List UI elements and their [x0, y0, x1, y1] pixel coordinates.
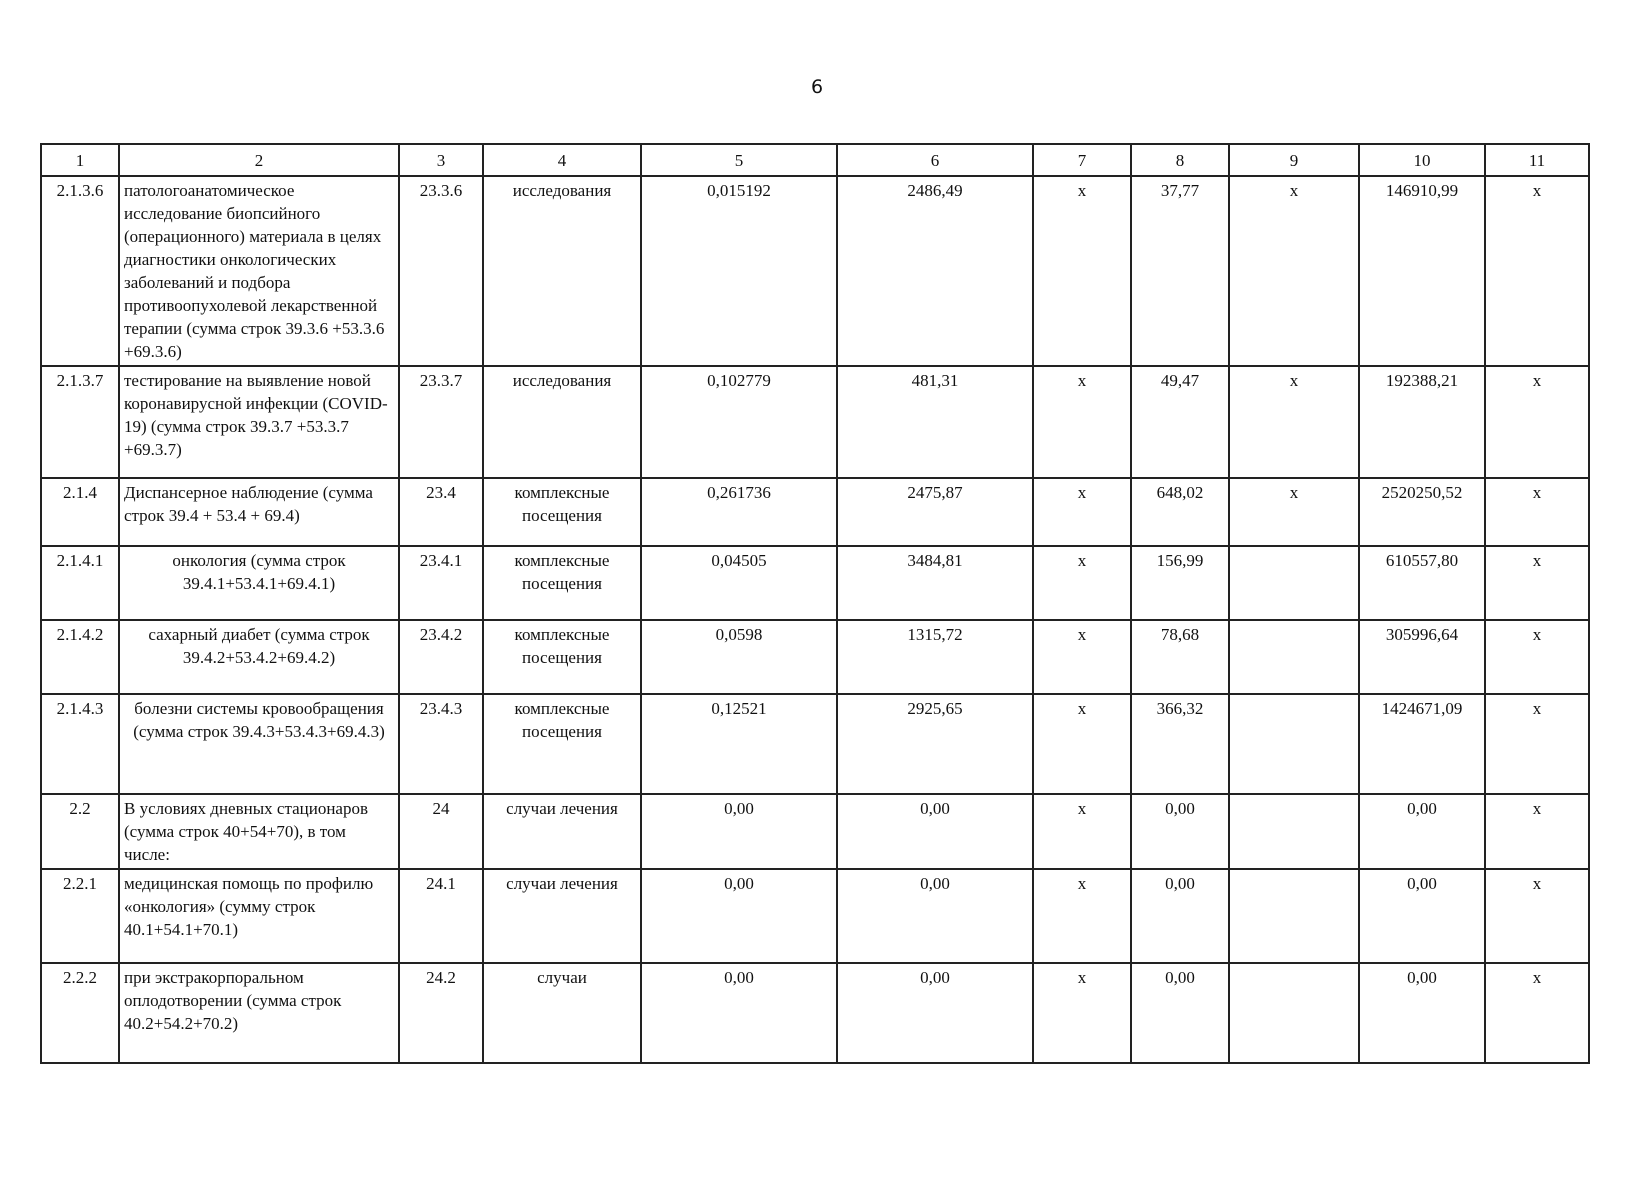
- cell-col9: х: [1229, 478, 1359, 546]
- row-code: 2.1.4.1: [41, 546, 119, 620]
- cell-col7: х: [1033, 869, 1131, 963]
- cell-col8: 49,47: [1131, 366, 1229, 478]
- table-row: [41, 694, 1589, 794]
- cell-col11: х: [1485, 176, 1589, 366]
- cell-col9: [1229, 620, 1359, 694]
- cell-col10: 1424671,09: [1359, 694, 1485, 794]
- cell-col6: 2486,49: [837, 176, 1033, 366]
- row-name: медицинская помощь по профилю «онкология» (сумму строк 40.1+54.1+70.1): [119, 869, 399, 963]
- row-name: онкология (сумма строк 39.4.1+53.4.1+69.4.1): [119, 546, 399, 620]
- row-name: тестирование на выявление новой коронавирусной инфекции (COVID-19) (сумма строк 39.3.7 +53.3.7 +69.3.7): [119, 366, 399, 478]
- cell-col7: х: [1033, 620, 1131, 694]
- cell-col5: 0,0598: [641, 620, 837, 694]
- cell-col5: 0,261736: [641, 478, 837, 546]
- cell-col11: х: [1485, 694, 1589, 794]
- cell-col9: [1229, 963, 1359, 1063]
- cell-col6: 1315,72: [837, 620, 1033, 694]
- cell-col6: 2925,65: [837, 694, 1033, 794]
- cell-col10: 0,00: [1359, 794, 1485, 869]
- cell-col5: 0,00: [641, 794, 837, 869]
- cell-col7: х: [1033, 694, 1131, 794]
- cell-col10: 2520250,52: [1359, 478, 1485, 546]
- row-line: 23.4.2: [399, 620, 483, 694]
- table-row: [41, 869, 1589, 963]
- table-row: [41, 620, 1589, 694]
- cell-col9: х: [1229, 366, 1359, 478]
- row-unit: комплексные посещения: [483, 478, 641, 546]
- cell-col5: 0,04505: [641, 546, 837, 620]
- col-header: 2: [119, 144, 399, 176]
- table-row: [41, 478, 1589, 546]
- cell-col6: 0,00: [837, 794, 1033, 869]
- cell-col7: х: [1033, 176, 1131, 366]
- cell-col8: 156,99: [1131, 546, 1229, 620]
- row-line: 23.4.1: [399, 546, 483, 620]
- cell-col10: 610557,80: [1359, 546, 1485, 620]
- row-unit: случаи лечения: [483, 794, 641, 869]
- cell-col11: х: [1485, 366, 1589, 478]
- row-code: 2.1.4: [41, 478, 119, 546]
- cell-col10: 0,00: [1359, 869, 1485, 963]
- col-header: 3: [399, 144, 483, 176]
- row-unit: комплексные посещения: [483, 694, 641, 794]
- cell-col7: х: [1033, 794, 1131, 869]
- cell-col5: 0,015192: [641, 176, 837, 366]
- cell-col5: 0,102779: [641, 366, 837, 478]
- row-unit: случаи: [483, 963, 641, 1063]
- cell-col7: х: [1033, 963, 1131, 1063]
- row-line: 24.1: [399, 869, 483, 963]
- col-header: 8: [1131, 144, 1229, 176]
- cell-col11: х: [1485, 963, 1589, 1063]
- row-line: 23.3.7: [399, 366, 483, 478]
- cell-col10: 0,00: [1359, 963, 1485, 1063]
- cell-col9: х: [1229, 176, 1359, 366]
- cell-col9: [1229, 694, 1359, 794]
- row-name: Диспансерное наблюдение (сумма строк 39.4 + 53.4 + 69.4): [119, 478, 399, 546]
- row-unit: комплексные посещения: [483, 546, 641, 620]
- table-row: [41, 176, 1589, 366]
- col-header: 5: [641, 144, 837, 176]
- row-line: 24.2: [399, 963, 483, 1063]
- cell-col8: 37,77: [1131, 176, 1229, 366]
- cell-col11: х: [1485, 478, 1589, 546]
- cell-col6: 3484,81: [837, 546, 1033, 620]
- cell-col5: 0,00: [641, 963, 837, 1063]
- cell-col7: х: [1033, 478, 1131, 546]
- cell-col10: 146910,99: [1359, 176, 1485, 366]
- cell-col6: 481,31: [837, 366, 1033, 478]
- row-unit: комплексные посещения: [483, 620, 641, 694]
- col-header: 11: [1485, 144, 1589, 176]
- row-unit: случаи лечения: [483, 869, 641, 963]
- row-code: 2.1.4.3: [41, 694, 119, 794]
- row-code: 2.1.4.2: [41, 620, 119, 694]
- row-unit: исследования: [483, 366, 641, 478]
- cell-col8: 366,32: [1131, 694, 1229, 794]
- table-row: [41, 546, 1589, 620]
- col-header: 7: [1033, 144, 1131, 176]
- cell-col11: х: [1485, 869, 1589, 963]
- cell-col6: 0,00: [837, 869, 1033, 963]
- table-row: [41, 963, 1589, 1063]
- row-code: 2.1.3.7: [41, 366, 119, 478]
- row-code: 2.1.3.6: [41, 176, 119, 366]
- cell-col8: 648,02: [1131, 478, 1229, 546]
- header-row: [41, 144, 1589, 176]
- cell-col11: х: [1485, 546, 1589, 620]
- cell-col9: [1229, 869, 1359, 963]
- row-code: 2.2.1: [41, 869, 119, 963]
- table-row: [41, 794, 1589, 869]
- cell-col8: 78,68: [1131, 620, 1229, 694]
- cell-col8: 0,00: [1131, 963, 1229, 1063]
- cell-col6: 2475,87: [837, 478, 1033, 546]
- cell-col11: х: [1485, 620, 1589, 694]
- col-header: 6: [837, 144, 1033, 176]
- cell-col11: х: [1485, 794, 1589, 869]
- cell-col9: [1229, 794, 1359, 869]
- page-number: 6: [810, 76, 824, 98]
- row-code: 2.2: [41, 794, 119, 869]
- row-name: при экстракорпоральном оплодотворении (сумма строк 40.2+54.2+70.2): [119, 963, 399, 1063]
- row-line: 23.4: [399, 478, 483, 546]
- cell-col7: х: [1033, 366, 1131, 478]
- row-name: болезни системы кровообращения (сумма строк 39.4.3+53.4.3+69.4.3): [119, 694, 399, 794]
- row-line: 24: [399, 794, 483, 869]
- cell-col5: 0,12521: [641, 694, 837, 794]
- cell-col5: 0,00: [641, 869, 837, 963]
- cell-col8: 0,00: [1131, 869, 1229, 963]
- table-row: [41, 366, 1589, 478]
- row-name: сахарный диабет (сумма строк 39.4.2+53.4.2+69.4.2): [119, 620, 399, 694]
- row-name: В условиях дневных стационаров (сумма строк 40+54+70), в том числе:: [119, 794, 399, 869]
- row-code: 2.2.2: [41, 963, 119, 1063]
- col-header: 9: [1229, 144, 1359, 176]
- cell-col10: 305996,64: [1359, 620, 1485, 694]
- cell-col10: 192388,21: [1359, 366, 1485, 478]
- cell-col8: 0,00: [1131, 794, 1229, 869]
- cell-col6: 0,00: [837, 963, 1033, 1063]
- data-table: [40, 143, 1590, 1064]
- cell-col7: х: [1033, 546, 1131, 620]
- col-header: 10: [1359, 144, 1485, 176]
- col-header: 1: [41, 144, 119, 176]
- row-name: патологоанатомическое исследование биопсийного (операционного) материала в целях диагностики онкологических заболеваний и подбора противоопухолевой лекарственной терапии (сумма строк 39.3.6 +53.3.6 +69.3.6): [119, 176, 399, 366]
- cell-col9: [1229, 546, 1359, 620]
- row-unit: исследования: [483, 176, 641, 366]
- row-line: 23.3.6: [399, 176, 483, 366]
- col-header: 4: [483, 144, 641, 176]
- row-line: 23.4.3: [399, 694, 483, 794]
